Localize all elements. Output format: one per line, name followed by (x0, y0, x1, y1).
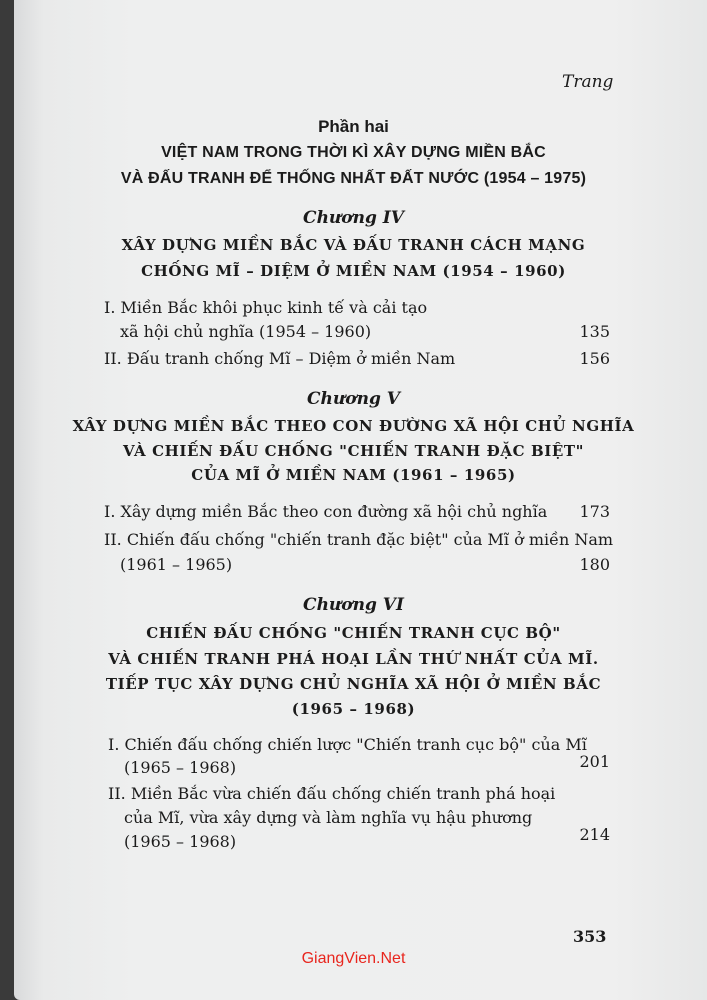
chapter-vi-title-line-4: (1965 – 1968) (291, 700, 416, 718)
toc-entry-text: xã hội chủ nghĩa (1954 – 1960) (120, 322, 372, 341)
toc-entry-text: I. Miền Bắc khôi phục kinh tế và cải tạo (104, 298, 428, 317)
toc-entry-page: 201 (579, 752, 610, 771)
toc-entry-text: II. Đấu tranh chống Mĩ – Diệm ở miền Nam (104, 349, 456, 368)
part-title-line-1: VIỆT NAM TRONG THỜI KÌ XÂY DỰNG MIỀN BẮC (161, 144, 546, 161)
toc-entry-page: 135 (579, 322, 610, 341)
toc-entry-page: 173 (579, 502, 610, 521)
toc-entry-page: 156 (579, 349, 610, 368)
chapter-vi-label: Chương VI (303, 595, 404, 615)
chapter-vi-title-line-1: CHIẾN ĐẤU CHỐNG "CHIẾN TRANH CỤC BỘ" (146, 624, 561, 642)
chapter-v-label: Chương V (307, 389, 400, 409)
part-title-line-2: VÀ ĐẤU TRANH ĐỂ THỐNG NHẤT ĐẤT NƯỚC (1954 – 1975) (120, 170, 587, 187)
chapter-vi-title-line-3: TIẾP TỤC XÂY DỰNG CHỦ NGHĨA XÃ HỘI Ở MIỀN BẮC (105, 675, 602, 693)
trang-header: Trang (562, 72, 614, 92)
toc-entry-text: II. Chiến đấu chống "chiến tranh đặc biệt" của Mĩ ở miền Nam (104, 530, 614, 549)
chapter-vi-title-line-2: VÀ CHIẾN TRANH PHÁ HOẠI LẦN THỨ NHẤT CỦA MĨ. (108, 650, 599, 668)
page-number: 353 (573, 927, 607, 946)
toc-entry-page: 180 (579, 555, 610, 574)
toc-entry-text: I. Xây dựng miền Bắc theo con đường xã hội chủ nghĩa (104, 502, 548, 521)
chapter-v-title-line-2: VÀ CHIẾN ĐẤU CHỐNG "CHIẾN TRANH ĐẶC BIỆT" (122, 442, 585, 460)
toc-entry-text: (1961 – 1965) (120, 555, 233, 574)
toc-entry-page: 214 (579, 825, 610, 844)
toc-entry-text: I. Chiến đấu chống chiến lược "Chiến tranh cục bộ" của Mĩ (108, 735, 587, 754)
toc-entry-text: của Mĩ, vừa xây dựng và làm nghĩa vụ hậu phương (124, 808, 533, 827)
toc-entry-text: II. Miền Bắc vừa chiến đấu chống chiến tranh phá hoại (108, 784, 556, 803)
chapter-iv-title-line-2: CHỐNG MĨ – DIỆM Ở MIỀN NAM (1954 – 1960) (141, 262, 566, 280)
watermark: GiangVien.Net (301, 950, 406, 967)
toc-entry-text: (1965 – 1968) (124, 832, 237, 851)
part-label: Phần hai (318, 117, 389, 136)
chapter-v-title-line-3: CỦA MĨ Ở MIỀN NAM (1961 – 1965) (191, 466, 516, 484)
chapter-v-title-line-1: XÂY DỰNG MIỀN BẮC THEO CON ĐƯỜNG XÃ HỘI CHỦ NGHĨA (72, 417, 635, 435)
chapter-iv-title-line-1: XÂY DỰNG MIỀN BẮC VÀ ĐẤU TRANH CÁCH MẠNG (121, 236, 586, 254)
chapter-iv-label: Chương IV (303, 208, 404, 228)
toc-entry-text: (1965 – 1968) (124, 758, 237, 777)
